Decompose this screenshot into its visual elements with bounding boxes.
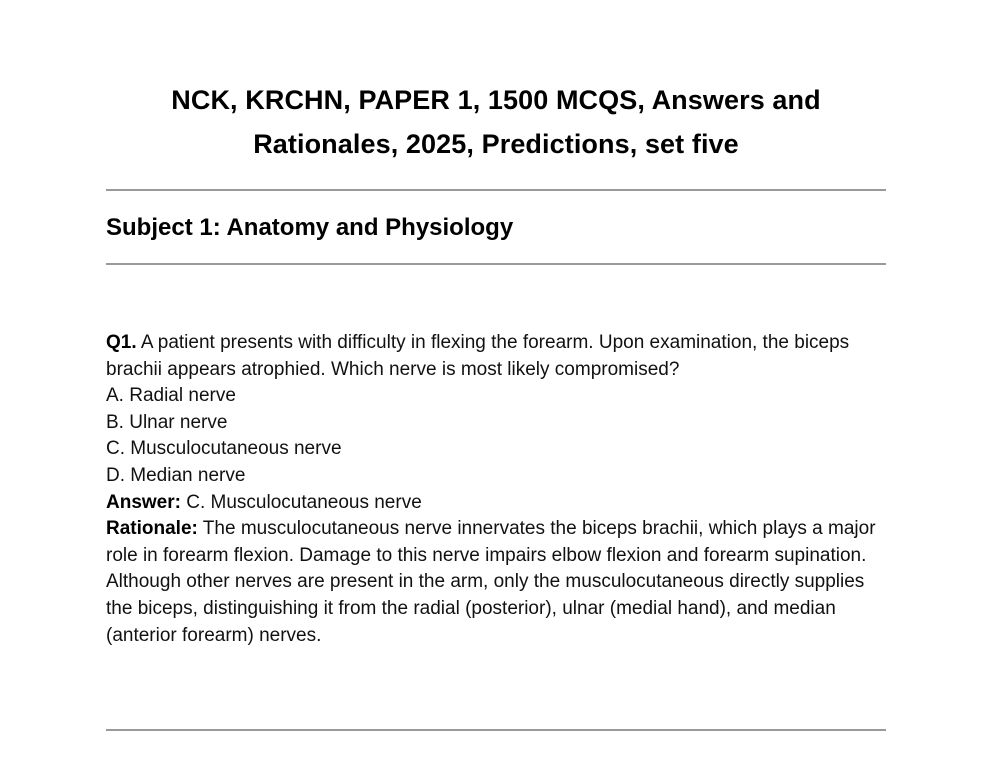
option-d: D. Median nerve <box>106 464 246 486</box>
answer-label: Answer: <box>106 491 181 513</box>
question-stem: A patient presents with difficulty in flexing the forearm. Upon examination, the biceps brachii appears atrophied. Which nerve is most likely compromised? <box>106 332 850 380</box>
subject-heading: Subject 1: Anatomy and Physiology <box>106 214 514 241</box>
question-block <box>106 330 876 649</box>
option-a: A. Radial nerve <box>106 385 236 407</box>
divider-subject <box>106 263 886 265</box>
rationale-label: Rationale: <box>106 518 198 540</box>
question-stem-paragraph <box>106 330 876 383</box>
rationale-text: The musculocutaneous nerve innervates the biceps brachii, which plays a major role in forearm flexion. Damage to this nerve impairs elbow flexion and forearm supination. Although other nerves are present in the arm, only the musculocutaneous directly supplies the biceps, distinguishing it from the radial (posterior), ulnar (medial hand), and median (anterior forearm) nerves. <box>106 518 876 646</box>
divider-bottom <box>106 729 886 731</box>
answer-line <box>106 490 876 517</box>
divider-top <box>106 189 886 191</box>
rationale-paragraph <box>106 516 876 649</box>
answer-text: C. Musculocutaneous nerve <box>186 491 422 513</box>
option-b: B. Ulnar nerve <box>106 411 228 433</box>
document-title: NCK, KRCHN, PAPER 1, 1500 MCQS, Answers and Rationales, 2025, Predictions, set five <box>171 85 821 159</box>
question-number: Q1. <box>106 332 137 353</box>
option-c: C. Musculocutaneous nerve <box>106 438 342 460</box>
